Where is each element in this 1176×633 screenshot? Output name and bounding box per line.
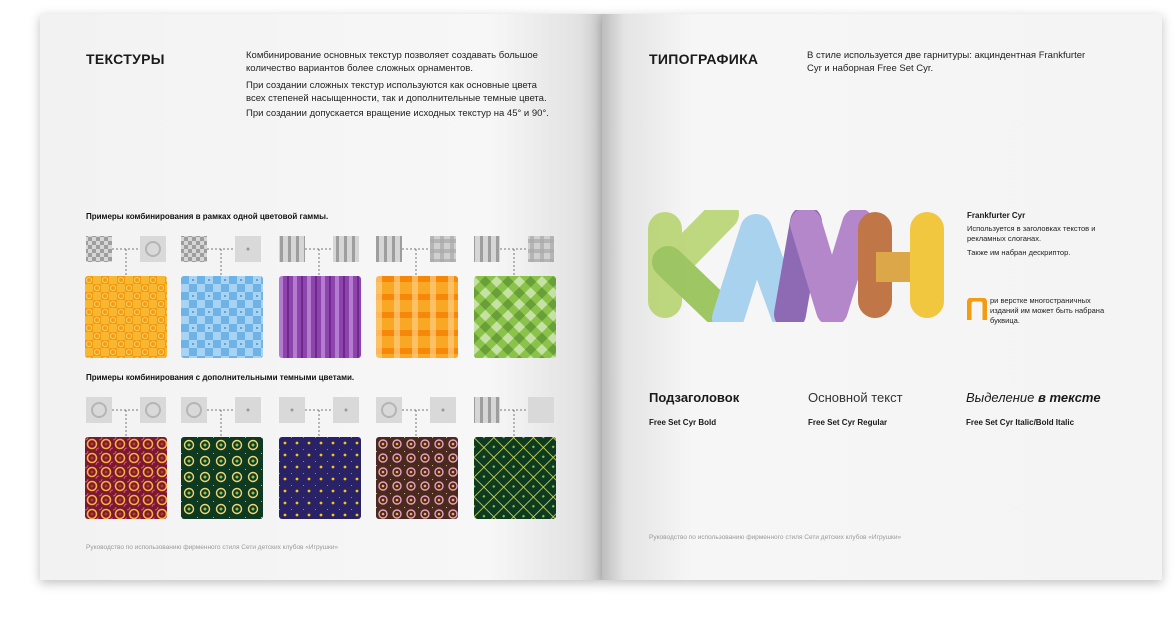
frankfurter-font-name: Frankfurter Cyr (967, 211, 1026, 220)
texture-tile-maroon (85, 437, 167, 519)
dark-colors-label: Примеры комбинирования с дополнительными темными цветами. (86, 373, 355, 382)
dropcap-p-icon (967, 298, 987, 320)
textures-paragraph-1: Комбинирование основных текстур позволяет создавать большое количество вариантов более сложных орнаментов. (246, 50, 538, 74)
emphasis-sample (966, 390, 1101, 405)
texture-tile-brown (376, 437, 458, 519)
right-footer: Руководство по использованию фирменного стиля Сети детских клубов «Игрушки» (649, 534, 902, 541)
emphasis-regular-word: Выделение (966, 390, 1035, 405)
textures-heading: ТЕКСТУРЫ (86, 51, 165, 67)
textures-paragraph-2: При создании сложных текстур используются как основные цвета всех степеней насыщенности, так и дополнительные темные цвета. (246, 80, 547, 104)
emphasis-bold-words: в тексте (1038, 390, 1101, 405)
texture-tile-green-lattice (474, 437, 556, 519)
texture-tile-orange (85, 276, 167, 358)
texture-tile-orange-plaid (376, 276, 458, 358)
textures-paragraph-3: При создании допускается вращение исходных текстур на 45° и 90°. (246, 108, 549, 119)
texture-tile-purple (279, 276, 361, 358)
klmn-lettering-logo (648, 210, 956, 322)
left-page (40, 14, 602, 580)
frankfurter-description-2: Также им набран дескриптор. (967, 248, 1071, 257)
typography-intro: В стиле используется две гарнитуры: акциндентная Frankfurter Cyr и наборная Free Set Cyr. (807, 50, 1086, 74)
left-footer: Руководство по использованию фирменного стиля Сети детских клубов «Игрушки» (86, 544, 339, 551)
emphasis-font-name: Free Set Cyr Italic/Bold Italic (966, 418, 1075, 427)
right-page (602, 14, 1162, 580)
typography-heading: ТИПОГРАФИКА (649, 51, 759, 67)
body-font-name: Free Set Cyr Regular (808, 418, 888, 427)
dropcap-description: ри верстке многостраничных изданий им может быть набрана буквица. (990, 296, 1105, 325)
subheading-font-name: Free Set Cyr Bold (649, 418, 717, 427)
texture-tile-navy (279, 437, 361, 519)
texture-tile-blue (181, 276, 263, 358)
texture-tile-green-argyle (474, 276, 556, 358)
same-palette-label: Примеры комбинирования в рамках одной цветовой гаммы. (86, 212, 329, 221)
body-text-sample: Основной текст (808, 390, 903, 405)
subheading-sample: Подзаголовок (649, 390, 740, 405)
texture-tile-dark-green (181, 437, 263, 519)
frankfurter-description-1: Используется в заголовках текстов и рекламных слоганах. (967, 224, 1096, 243)
